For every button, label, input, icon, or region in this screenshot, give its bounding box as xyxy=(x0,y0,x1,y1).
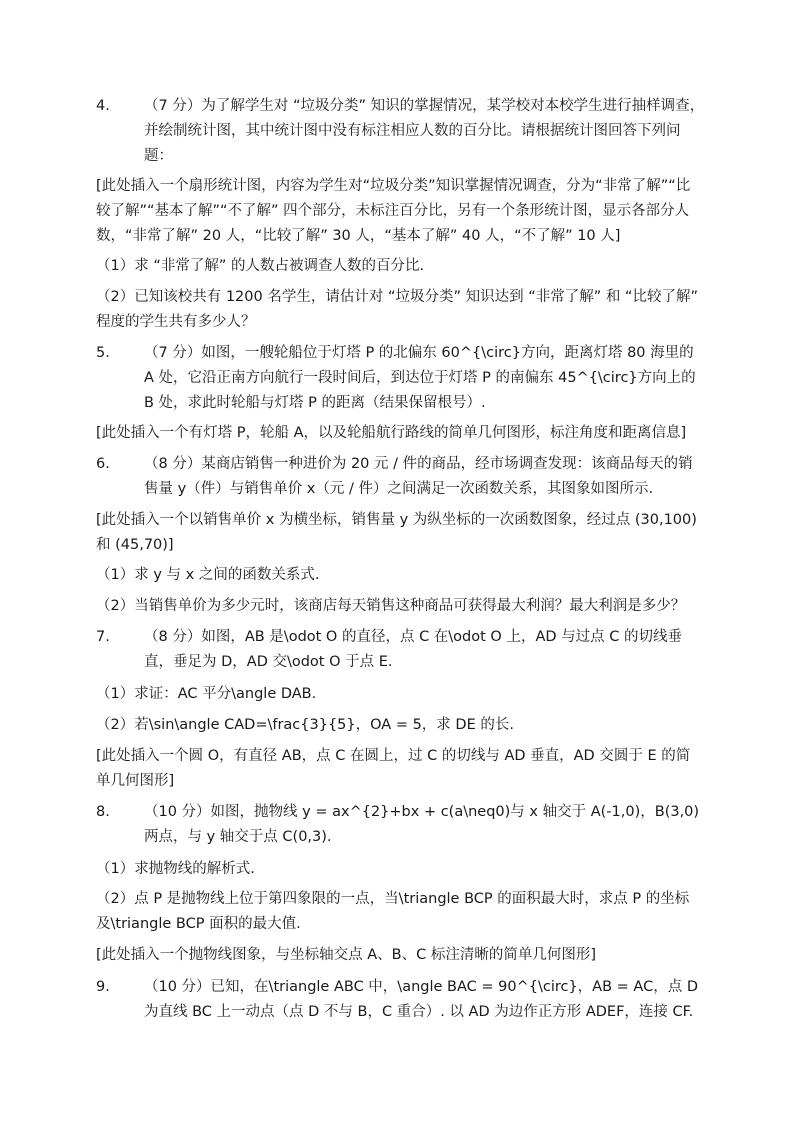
figure-note: [此处插入一个扇形统计图，内容为学生对“垃圾分类”知识掌握情况调查，分为“非常了解”“比较了解”“基本了解”“不了解” 四个部分，未标注百分比，另有一个条形统计图，显示各部分人数，“非常了解” 20 人，“比较了解” 30 人，“基本了解” 40 人，“不了解” 10 人] xyxy=(96,178,691,244)
figure-note: [此处插入一个以销售单价 x 为横坐标，销售量 y 为纵坐标的一次函数图象，经过点 (30,100) 和 (45,70)] xyxy=(96,512,697,553)
sub-question: （1）求证：AC 平分\angle DAB. xyxy=(96,686,317,702)
question-number: 9. xyxy=(96,979,110,995)
question-text: （7 分）为了解学生对 “垃圾分类” 知识的掌握情况，某学校对本校学生进行抽样调查，并绘制统计图，其中统计图中没有标注相应人数的百分比。请根据统计图回答下列问题： xyxy=(144,98,705,164)
sub-question: （1）求 “非常了解” 的人数占被调查人数的百分比. xyxy=(96,258,425,274)
question-9 xyxy=(96,975,706,1025)
question-7 xyxy=(96,625,706,675)
question-text: （7 分）如图，一艘轮船位于灯塔 P 的北偏东 60^{\circ}方向，距离灯塔 80 海里的 A 处，它沿正南方向航行一段时间后，到达位于灯塔 P 的南偏东 45^{\circ}方向上的 B 处，求此时轮船与灯塔 P 的距离（结果保留根号）. xyxy=(144,345,696,411)
question-text: （10 分）如图，抛物线 y = ax^{2}+bx + c(a\neq0)与 x 轴交于 A(-1,0)，B(3,0)两点，与 y 轴交于点 C(0,3). xyxy=(144,804,700,845)
question-5 xyxy=(96,341,706,416)
question-8 xyxy=(96,800,706,850)
question-number: 8. xyxy=(96,804,110,820)
sub-question: （2）点 P 是抛物线上位于第四象限的一点，当\triangle BCP 的面积最大时，求点 P 的坐标及\triangle BCP 面积的最大值. xyxy=(96,891,690,932)
question-6 xyxy=(96,452,706,502)
sub-question: （1）求抛物线的解析式. xyxy=(96,861,255,877)
question-number: 7. xyxy=(96,629,110,645)
figure-note: [此处插入一个抛物线图象，与坐标轴交点 A、B、C 标注清晰的简单几何图形] xyxy=(96,947,597,963)
sub-question: （2）已知该校共有 1200 名学生，请估计对 “垃圾分类” 知识达到 “非常了解” 和 “比较了解” 程度的学生共有多少人？ xyxy=(96,289,698,330)
sub-question: （2）若\sin\angle CAD=\frac{3}{5}，OA = 5，求 DE 的长. xyxy=(96,717,514,733)
question-number: 6. xyxy=(96,456,110,472)
figure-note: [此处插入一个圆 O，有直径 AB，点 C 在圆上，过 C 的切线与 AD 垂直，AD 交圆于 E 的简单几何图形] xyxy=(96,748,691,789)
question-number: 5. xyxy=(96,345,110,361)
sub-question: （1）求 y 与 x 之间的函数关系式. xyxy=(96,567,320,583)
sub-question: （2）当销售单价为多少元时，该商店每天销售这种商品可获得最大利润？最大利润是多少？ xyxy=(96,598,686,614)
figure-note: [此处插入一个有灯塔 P，轮船 A，以及轮船航行路线的简单几何图形，标注角度和距离信息] xyxy=(96,425,687,441)
question-text: （8 分）某商店销售一种进价为 20 元 / 件的商品，经市场调查发现：该商品每天的销售量 y（件）与销售单价 x（元 / 件）之间满足一次函数关系，其图象如图所示. xyxy=(144,456,693,497)
question-text: （10 分）已知，在\triangle ABC 中，\angle BAC = 90^{\circ}，AB = AC，点 D 为直线 BC 上一动点（点 D 不与 B，C 重合）. 以 AD 为边作正方形 ADEF，连接 CF. xyxy=(144,979,698,1020)
question-4 xyxy=(96,94,706,169)
question-number: 4. xyxy=(96,98,110,114)
question-text: （8 分）如图，AB 是\odot O 的直径，点 C 在\odot O 上，AD 与过点 C 的切线垂直，垂足为 D，AD 交\odot O 于点 E. xyxy=(144,629,682,670)
